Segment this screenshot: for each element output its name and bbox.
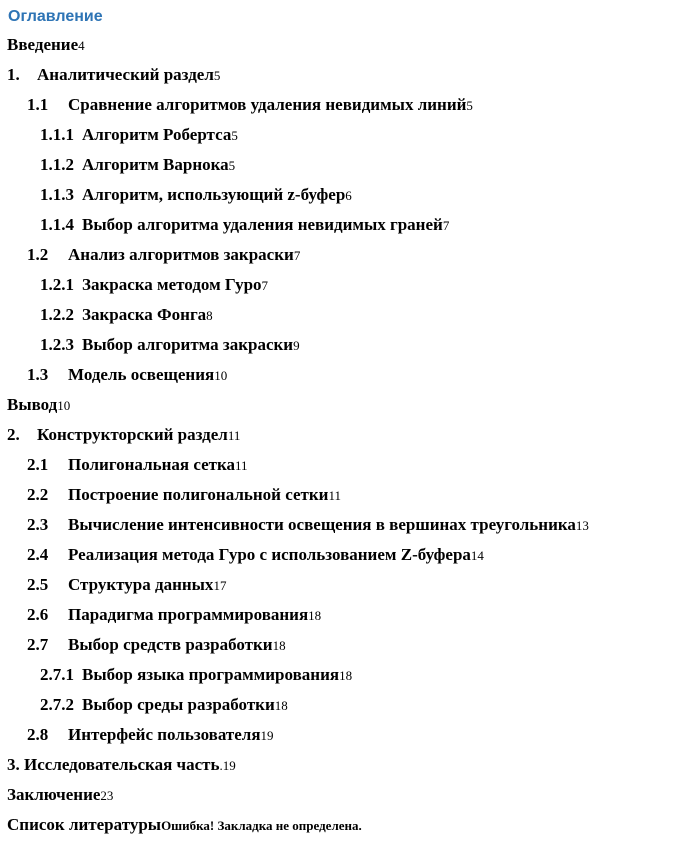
toc-entry-label: Парадигма программирования (68, 605, 309, 624)
toc-entry-page-number: 7 (293, 248, 301, 263)
toc-entry-label: Выбор языка программирования (82, 665, 340, 684)
toc-entry-page-number: 18 (339, 668, 353, 683)
toc-entry[interactable] (7, 600, 690, 630)
toc-entry-number: 2. (7, 425, 20, 444)
toc-entry-label: Список литературы (7, 815, 162, 834)
toc-entry-number: 1.1.4 (40, 215, 74, 234)
toc-entry-number: 1.2.1 (40, 275, 74, 294)
toc-entry[interactable] (7, 750, 690, 780)
toc-entry[interactable] (7, 270, 690, 300)
toc-entry-label: Заключение (7, 785, 101, 804)
toc-entry-number: 1.2 (27, 245, 49, 264)
toc-entry-number: 2.6 (27, 605, 49, 624)
toc-entry-page-number: 11 (328, 488, 341, 503)
toc-entry-label: Закраска Фонга (82, 305, 207, 324)
toc-entry-label: Полигональная сетка (68, 455, 236, 474)
toc-entry-number: 2.2 (27, 485, 49, 504)
toc-entry[interactable] (7, 570, 690, 600)
toc-entry-page-number: 18 (308, 608, 322, 623)
toc-entry-number: 1. (7, 65, 20, 84)
toc-entry-number: 1.2.3 (40, 335, 74, 354)
toc-entry[interactable] (7, 210, 690, 240)
toc-entry-number: 1.2.2 (40, 305, 74, 324)
toc-entry[interactable] (7, 360, 690, 390)
toc-entry-label: Структура данных (68, 575, 214, 594)
toc-entry[interactable] (7, 630, 690, 660)
toc-entry-number: 2.7.1 (40, 665, 74, 684)
toc-entry-page-number: 8 (206, 308, 213, 323)
toc-entry[interactable] (7, 240, 690, 270)
toc-entry[interactable] (7, 180, 690, 210)
toc-entry-label: Алгоритм Варнока (82, 155, 229, 174)
toc-entry[interactable] (7, 720, 690, 750)
toc-entry-page-number: 5 (213, 68, 221, 83)
toc-entry-number: 2.3 (27, 515, 49, 534)
toc-entry-label: Выбор среды разработки (82, 695, 275, 714)
toc-entry-page-number: 7 (261, 278, 269, 293)
toc-entry[interactable] (7, 150, 690, 180)
toc-entry-page-number: 7 (442, 218, 450, 233)
toc-entry-label: 3. Исследовательская часть (7, 755, 220, 774)
toc-entry-label: Выбор алгоритма закраски (82, 335, 294, 354)
toc-entry-page-number: 10 (214, 368, 228, 383)
toc-entry[interactable] (7, 660, 690, 690)
toc-entry-page-number: 18 (274, 698, 288, 713)
toc-entry-number: 2.7.2 (40, 695, 74, 714)
toc-entry-number: 1.1.1 (40, 125, 74, 144)
toc-entry-label: Интерфейс пользователя (68, 725, 261, 744)
toc-entry-page-number: 10 (57, 398, 71, 413)
toc-entry-label: Модель освещения (68, 365, 215, 384)
toc-entry-label: Алгоритм Робертса (82, 125, 232, 144)
toc-entry-page-number: 14 (470, 548, 484, 563)
toc-entry-number: 1.3 (27, 365, 49, 384)
toc-entry[interactable] (7, 30, 690, 60)
toc-entry-page-number: 9 (293, 338, 300, 353)
toc-entry[interactable] (7, 480, 690, 510)
toc-entry-page-number: 19 (222, 758, 236, 773)
toc-entry-page-number: 4 (78, 38, 85, 53)
toc-entry-label: Сравнение алгоритмов удаления невидимых линий (68, 95, 467, 114)
toc-entry-number: 1.1.2 (40, 155, 74, 174)
toc-entry-label: Алгоритм, использующий z-буфер (82, 185, 346, 204)
toc-entry[interactable] (7, 90, 690, 120)
toc-entry-number: 2.4 (27, 545, 49, 564)
toc-entry[interactable] (7, 780, 690, 810)
toc-entry-number: 2.1 (27, 455, 49, 474)
toc-entry-label: Построение полигональной сетки (68, 485, 329, 504)
toc-entry-label: Реализация метода Гуро с использованием Z-буфера (68, 545, 471, 564)
toc-entry[interactable] (7, 330, 690, 360)
toc-entry-page-number: 18 (272, 638, 286, 653)
toc-entry-page-number: 17 (213, 578, 227, 593)
toc-entry-label: Введение (7, 35, 79, 54)
toc-entry-label: Выбор средств разработки (68, 635, 273, 654)
toc-entry[interactable] (7, 510, 690, 540)
toc-entry-number: 1.1.3 (40, 185, 74, 204)
toc-entry-page-number: 19 (260, 728, 274, 743)
toc-entry-label: Конструкторский раздел (37, 425, 228, 444)
toc-entry[interactable] (7, 420, 690, 450)
toc-entry-page-number: 6 (345, 188, 352, 203)
toc-entry-page-number: 5 (228, 158, 236, 173)
toc-entry[interactable] (7, 390, 690, 420)
toc-entry-page-number: 11 (227, 428, 241, 443)
toc-entry-number: 2.8 (27, 725, 49, 744)
toc-entry-number: 1.1 (27, 95, 49, 114)
toc-entry-suffix: . (219, 758, 223, 773)
toc-entry-label: Аналитический раздел (37, 65, 214, 84)
toc-entry-page-number: 13 (575, 518, 589, 533)
toc-entry-number: 2.7 (27, 635, 49, 654)
toc-entry-page-number: 23 (100, 788, 114, 803)
toc-entry[interactable] (7, 540, 690, 570)
toc-entry-page-number: 11 (235, 458, 248, 473)
toc-entry-label: Вывод (7, 395, 58, 414)
toc-entry-page-number: 5 (466, 98, 473, 113)
toc-entry[interactable] (7, 450, 690, 480)
toc-entry-label: Вычисление интенсивности освещения в вершинах треугольника (68, 515, 576, 534)
toc-entry[interactable] (7, 300, 690, 330)
toc-entry-number: 2.5 (27, 575, 49, 594)
toc-list (7, 30, 690, 840)
toc-heading: Оглавление (8, 8, 103, 25)
toc-entry-error-text: Ошибка! Закладка не определена. (161, 818, 362, 833)
toc-entry[interactable] (7, 810, 690, 840)
toc-entry-page-number: 5 (231, 128, 238, 143)
toc-entry[interactable] (7, 120, 690, 150)
toc-entry-label: Анализ алгоритмов закраски (68, 245, 294, 264)
toc-entry-label: Закраска методом Гуро (82, 275, 262, 294)
toc-entry[interactable] (7, 690, 690, 720)
toc-entry[interactable] (7, 60, 690, 90)
toc-entry-label: Выбор алгоритма удаления невидимых граней (82, 215, 443, 234)
